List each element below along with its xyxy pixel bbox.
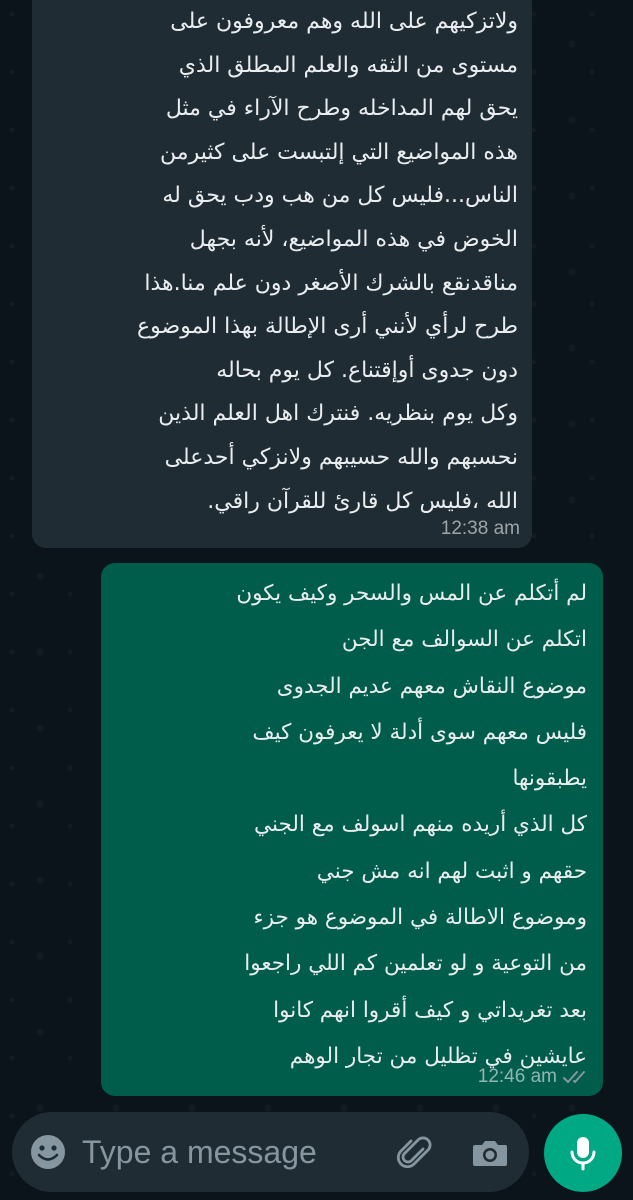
message-line: مستوى من الثقه والعلم المطلق الذي (178, 52, 518, 78)
message-line: الخوض في هذه المواضيع، لأنه بجهل (189, 226, 518, 252)
message-input[interactable] (82, 1128, 378, 1176)
voice-message-button[interactable] (544, 1114, 622, 1192)
message-meta (441, 518, 520, 540)
message-line: الناس...فليس كل من هب ودب يحق له (162, 183, 518, 209)
message-line: عايشين في تظليل من تجار الوهم (289, 1043, 587, 1069)
message-timestamp: 12:38 am (440, 518, 520, 539)
message-line: طرح لرأي لأنني أرى الإطالة بهذا الموضوع (137, 314, 518, 340)
outgoing-message-bubble[interactable] (101, 563, 603, 1096)
message-line: موضوع النقاش معهم عديم الجدوى (276, 673, 587, 699)
message-line: من التوعية و لو تعلمين كم اللي راجعوا (244, 951, 587, 977)
message-line: الله ،فليس كل قارئ للقرآن راقي. (207, 488, 518, 514)
message-line: ولاتزكيهم على الله وهم معروفون على (170, 9, 518, 34)
message-line: لم أتكلم عن المس والسحر وكيف يكون (236, 581, 587, 606)
message-composer (12, 1112, 529, 1192)
message-line: كل الذي أريده منهم اسولف مع الجني (254, 812, 587, 838)
message-line: مناقدنقع بالشرك الأصغر دون علم منا.هذا (144, 270, 518, 296)
message-line: نحسبهم والله حسيبهم ولانزكي أحدعلى (164, 444, 518, 470)
camera-icon[interactable] (470, 1132, 510, 1172)
message-line: فليس معهم سوى أدلة لا يعرفون كيف (252, 719, 587, 745)
message-line: يطبقونها (512, 766, 587, 792)
double-check-icon (563, 1069, 591, 1085)
emoji-icon[interactable] (28, 1132, 68, 1172)
message-line: اتكلم عن السوالف مع الجن (341, 627, 587, 653)
message-line: هذه المواضيع التي إلتبست على كثيرمن (160, 139, 518, 165)
paperclip-icon[interactable] (396, 1133, 432, 1171)
message-line: حقهم و اثبت لهم انه مش جني (316, 858, 587, 884)
message-line: وكل يوم بنظريه. فنترك اهل العلم الذين (158, 401, 518, 427)
message-line: بعد تغريداتي و كيف أقروا انهم كانوا (273, 997, 587, 1023)
message-timestamp: 12:46 am (477, 1066, 557, 1087)
message-line: دون جدوى أوإقتناع. كل يوم بحاله (216, 357, 518, 383)
message-line: يحق لهم المداخله وطرح الآراء في مثل (165, 96, 518, 122)
incoming-message-bubble[interactable] (32, 0, 532, 548)
microphone-icon (565, 1133, 601, 1173)
message-line: وموضوع الاطالة في الموضوع هو جزء (253, 905, 587, 931)
message-meta (478, 1066, 591, 1088)
